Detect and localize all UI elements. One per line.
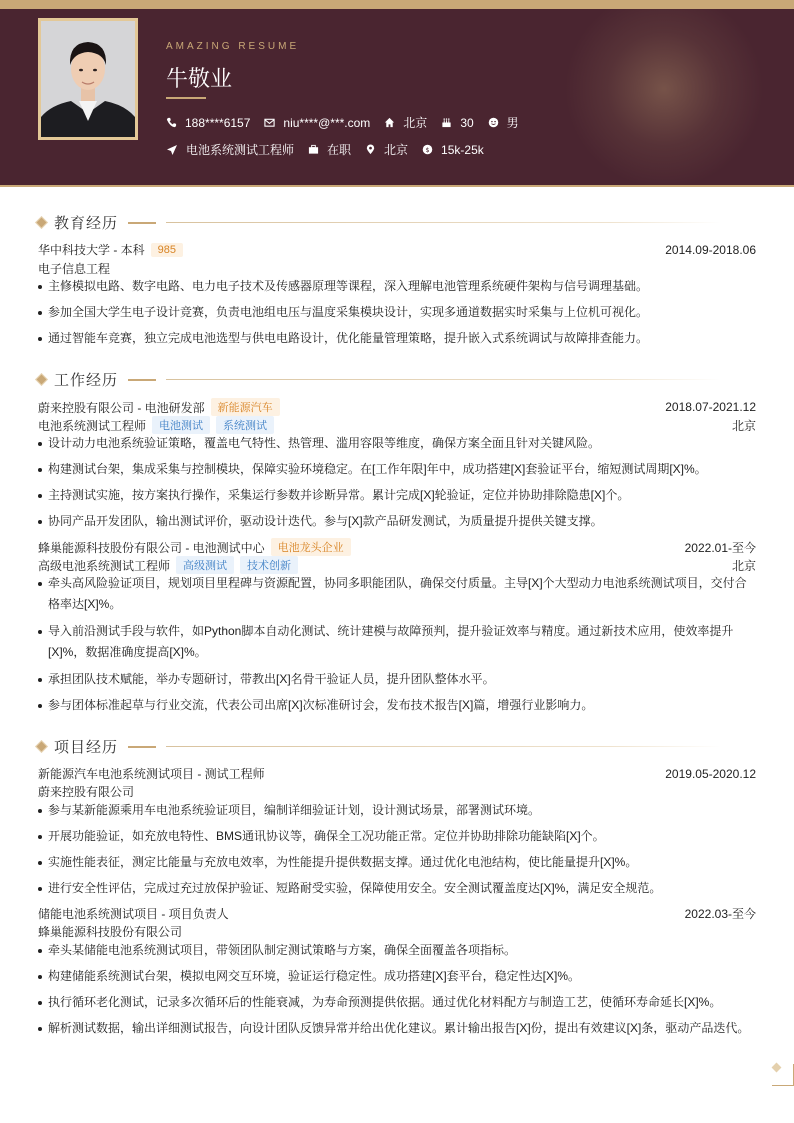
role-tag: 系统测试 (216, 416, 274, 434)
status-item (308, 141, 351, 158)
project-section-title (34, 736, 721, 757)
major-name: 电子信息工程 (38, 262, 111, 276)
project-row (38, 905, 756, 922)
gender-item (488, 114, 519, 131)
diamond-icon (35, 373, 48, 386)
project-org: 蜂巢能源科技股份有限公司 (38, 925, 183, 939)
salary-text: 15k-25k (441, 142, 484, 157)
project-name: 储能电池系统测试项目 - 项目负责人 (38, 907, 229, 921)
target-job-item (166, 141, 294, 158)
user-icon (488, 117, 499, 128)
job-bullet: 主持测试实施，按方案执行操作，采集运行参数并诊断异常。累计完成[X]轮验证，定位并协助排除隐患[X]个。 (38, 485, 756, 506)
age-item (441, 116, 473, 130)
home-icon (384, 117, 395, 128)
gender-text: 男 (506, 116, 519, 130)
project-bullet: 构建储能系统测试台架，模拟电网交互环境，验证运行稳定性。成功搭建[X]套平台，稳定性达[X]%。 (38, 966, 756, 987)
target-job-text: 电池系统测试工程师 (186, 143, 295, 157)
project-bullet: 解析测试数据，输出详细测试报告，向设计团队反馈异常并给出优化建议。累计输出报告[X]份，提出有效建议[X]条，驱动产品迭代。 (38, 1018, 756, 1039)
title-divider-line (166, 379, 721, 380)
job-role-row (38, 556, 756, 574)
role-tag: 电池测试 (152, 416, 210, 434)
school-tag: 985 (151, 243, 183, 257)
resume-eyebrow: AMAZING RESUME (166, 41, 300, 52)
job-bullet: 设计动力电池系统验证策略，覆盖电气特性、热管理、滥用容限等维度，确保方案全面且针对关键风险。 (38, 433, 756, 454)
send-icon (166, 144, 178, 156)
target-city-item (365, 141, 408, 158)
job-role: 电池系统测试工程师 (38, 418, 147, 433)
project-bullet: 开展功能验证，如充放电特性、BMS通讯协议等，确保全工况功能正常。定位并协助排除功能缺陷[X]个。 (38, 826, 756, 847)
job-intent-row (166, 141, 498, 158)
briefcase-icon (308, 144, 319, 155)
education-bullet: 通过智能车竞赛，独立完成电池选型与供电电路设计，优化能量管理策略，提升嵌入式系统调试与故障排查能力。 (38, 328, 756, 349)
job-city: 北京 (731, 418, 756, 433)
email-text: niu****@***.com (283, 115, 371, 130)
project-bullet: 牵头某储能电池系统测试项目，带领团队制定测试策略与方案，确保全面覆盖各项指标。 (38, 940, 756, 961)
job-bullet: 牵头高风险验证项目，规划项目里程碑与资源配置，协同多职能团队，确保交付质量。主导[X]个大型动力电池系统测试项目，交付合格率达[X]%。 (38, 573, 756, 615)
education-bullet: 主修模拟电路、数字电路、电力电子技术及传感器原理等课程，深入理解电池管理系统硬件架构与信号调理基础。 (38, 276, 756, 297)
phone-item (166, 116, 250, 130)
profile-photo (38, 18, 138, 140)
job-role: 高级电池系统测试工程师 (38, 558, 171, 573)
section-label: 工作经历 (54, 372, 119, 389)
section-label: 教育经历 (54, 215, 119, 232)
top-accent-strip (0, 0, 794, 9)
job-bullet: 承担团队技术赋能，举办专题研讨，带教出[X]名骨干验证人员，提升团队整体水平。 (38, 669, 756, 690)
salary-item (422, 143, 484, 157)
project-date: 2019.05-2020.12 (665, 766, 756, 781)
header-bottom-line (0, 185, 794, 187)
hometown-item (384, 114, 427, 131)
job-city: 北京 (731, 558, 756, 573)
role-tag: 技术创新 (240, 556, 298, 574)
title-divider-line (166, 746, 721, 747)
education-section-title (34, 212, 721, 233)
title-accent-line (128, 746, 156, 748)
hometown-text: 北京 (403, 116, 428, 130)
title-accent-line (128, 379, 156, 381)
job-row (38, 398, 756, 416)
work-section-title (34, 369, 721, 390)
job-bullet: 构建测试台架，集成采集与控制模块，保障实验环境稳定。在[工作年限]年中，成功搭建[X]套验证平台，缩短测试周期[X]%。 (38, 459, 756, 480)
project-bullet: 实施性能表征，测定比能量与充放电效率，为性能提升提供数据支撑。通过优化电池结构，使比能量提升[X]%。 (38, 852, 756, 873)
cake-icon (441, 117, 452, 128)
diamond-icon (35, 740, 48, 753)
project-org: 蔚来控股有限公司 (38, 785, 135, 799)
job-bullet: 参与团体标准起草与行业交流，代表公司出席[X]次标准研讨会，发布技术报告[X]篇，增强行业影响力。 (38, 695, 756, 716)
phone-text: 188****6157 (185, 115, 251, 130)
job-role-row (38, 416, 756, 434)
role-tag: 高级测试 (176, 556, 234, 574)
money-icon (422, 144, 433, 155)
title-accent-line (128, 222, 156, 224)
company-tag: 新能源汽车 (211, 398, 280, 416)
email-item (264, 116, 370, 130)
contact-row (166, 114, 533, 131)
job-bullet: 协同产品开发团队，输出测试评价，驱动设计迭代。参与[X]款产品研发测试，为质量提升提供关键支撑。 (38, 511, 756, 532)
project-name: 新能源汽车电池系统测试项目 - 测试工程师 (38, 767, 265, 781)
section-label: 项目经历 (54, 739, 119, 756)
target-city-text: 北京 (384, 143, 409, 157)
education-row (38, 241, 756, 258)
project-bullet: 参与某新能源乘用车电池系统验证项目，编制详细验证计划，设计测试场景，部署测试环境。 (38, 800, 756, 821)
name-underline (166, 97, 206, 99)
location-pin-icon (365, 144, 376, 155)
project-bullet: 进行安全性评估，完成过充过放保护验证、短路耐受实验，保障使用安全。安全测试覆盖度达[X]%，满足安全规范。 (38, 878, 756, 899)
title-divider-line (166, 222, 721, 223)
job-date: 2022.01-至今 (684, 540, 756, 555)
project-bullet: 执行循环老化测试，记录多次循环后的性能衰减，为寿命预测提供依据。通过优化材料配方与制造工艺，使循环寿命延长[X]%。 (38, 992, 756, 1013)
company-name: 蜂巢能源科技股份有限公司 - 电池测试中心 (38, 540, 265, 555)
company-name: 蔚来控股有限公司 - 电池研发部 (38, 400, 205, 415)
school-name: 华中科技大学 - 本科 (38, 243, 145, 257)
candidate-name: 牛敬业 (166, 67, 233, 92)
status-text: 在职 (327, 143, 352, 157)
job-row (38, 538, 756, 556)
mail-icon (264, 117, 275, 128)
age-text: 30 (460, 115, 474, 130)
job-bullet: 导入前沿测试手段与软件，如Python脚本自动化测试、统计建模与故障预判，提升验证效率与精度。通过新技术应用，使效率提升[X]%，数据准确度提高[X]%。 (38, 621, 756, 663)
education-date: 2014.09-2018.06 (665, 242, 756, 257)
project-date: 2022.03-至今 (684, 907, 756, 921)
education-bullet: 参加全国大学生电子设计竞赛，负责电池组电压与温度采集模块设计，实现多通道数据实时采集与上位机可视化。 (38, 302, 756, 323)
diamond-icon (35, 216, 48, 229)
svg-text:$: $ (425, 145, 430, 154)
company-tag: 电池龙头企业 (271, 538, 351, 556)
job-date: 2018.07-2021.12 (665, 400, 756, 414)
project-row (38, 765, 756, 782)
phone-icon (166, 117, 177, 128)
